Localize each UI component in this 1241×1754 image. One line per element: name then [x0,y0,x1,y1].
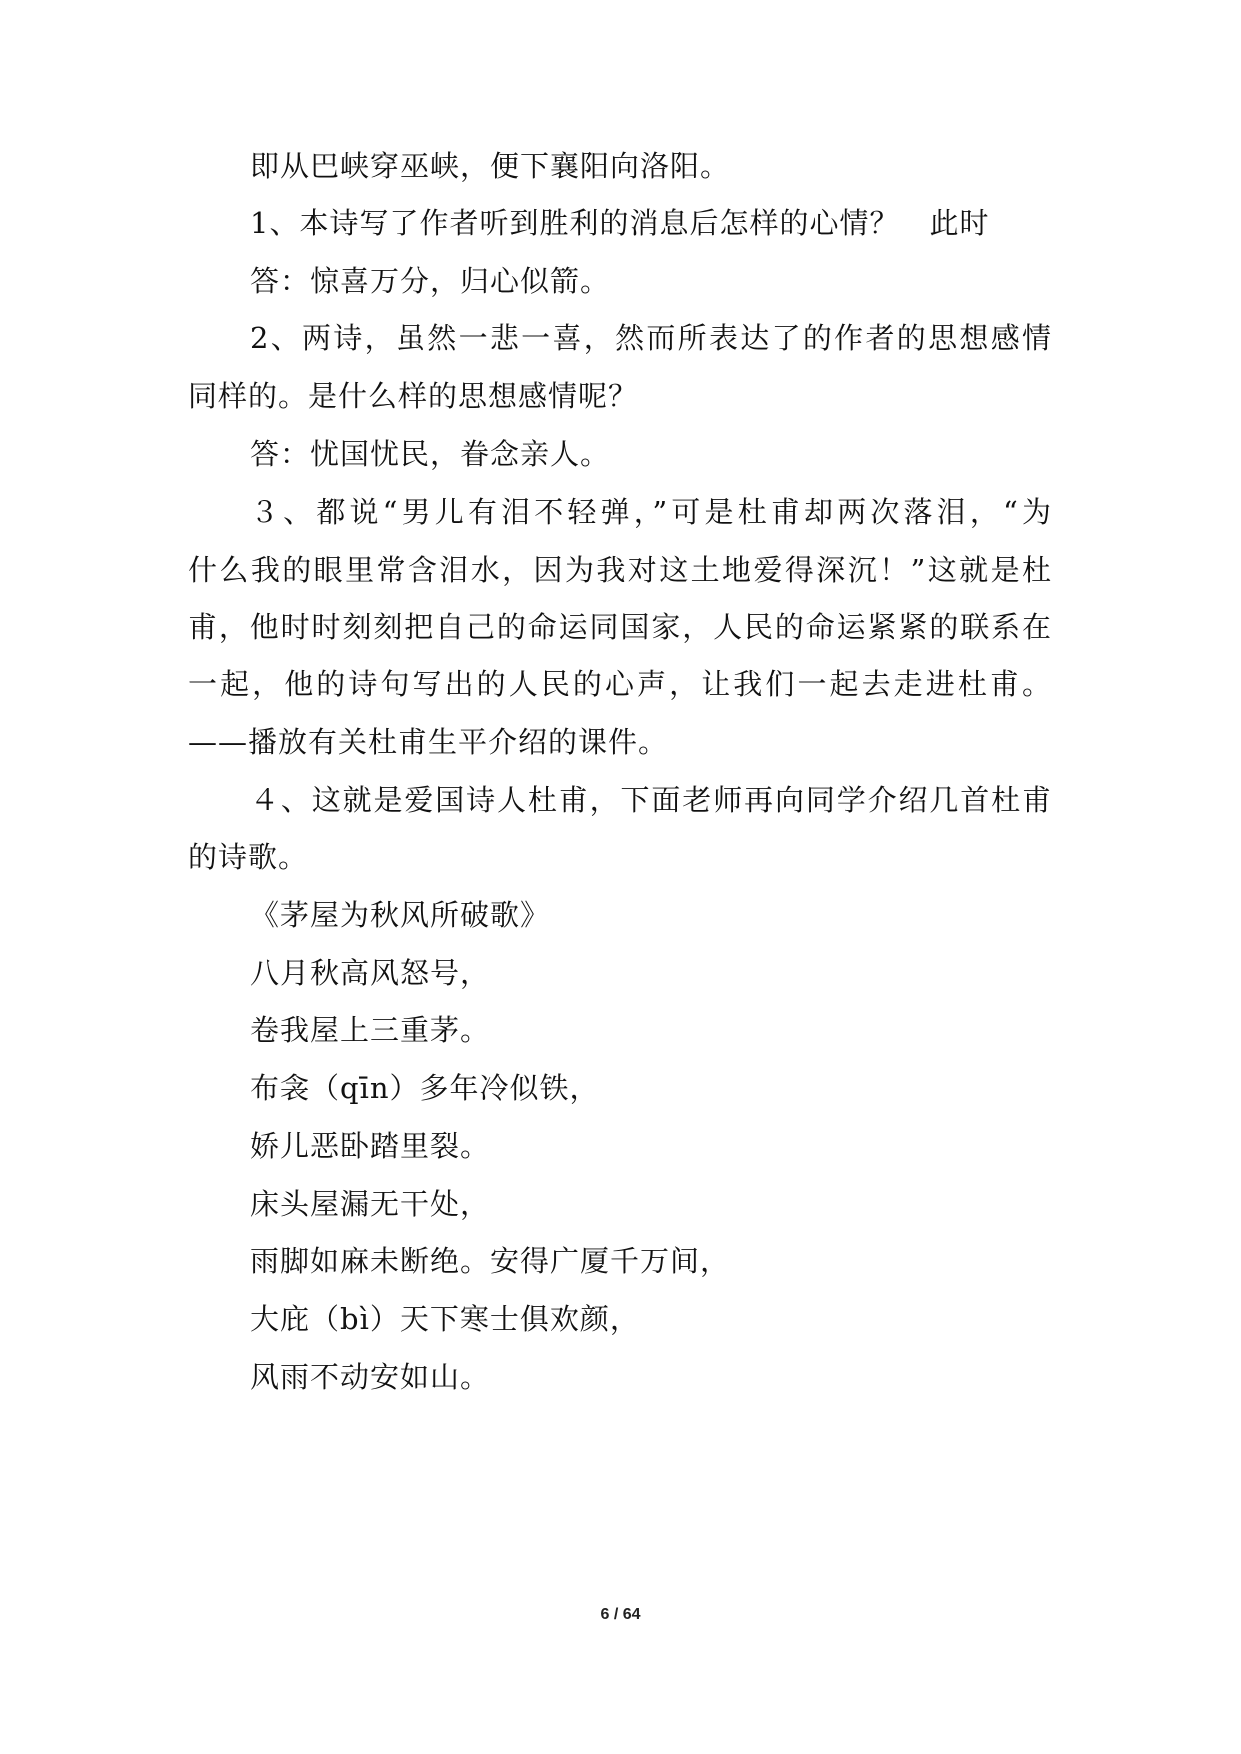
poem-line: 布衾（qīn）多年冷似铁， [250,1071,600,1105]
poem-line: 雨脚如麻未断绝。安得广厦千万间， [250,1244,731,1278]
text-line: 即从巴峡穿巫峡，便下襄阳向洛阳。 [250,149,731,183]
poem-line: 娇儿恶卧踏里裂。 [250,1129,491,1163]
answer-2: 答：忧国忧民，眷念亲人。 [250,437,611,471]
paragraph-3-line-1: ３、都说“男儿有泪不轻弹，”可是杜甫却两次落泪，“为 [250,495,1052,529]
paragraph-4-line-2: 的诗歌。 [188,840,309,874]
paragraph-3-line-4: 一起，他的诗句写出的人民的心声，让我们一起去走进杜甫。 [188,667,1052,701]
paragraph-3-line-3: 甫，他时时刻刻把自己的命运同国家，人民的命运紧紧的联系在 [188,610,1052,644]
answer-1: 答：惊喜万分，归心似箭。 [250,264,611,298]
poem-line: 风雨不动安如山。 [250,1360,491,1394]
question-2-line-2: 同样的。是什么样的思想感情呢？ [188,379,639,413]
question-2-line-1: 2、两诗，虽然一悲一喜，然而所表达了的作者的思想感情 [250,321,1052,355]
poem-title: 《茅屋为秋风所破歌》 [250,898,551,932]
page-number: 6 / 64 [600,1606,641,1623]
poem-line: 床头屋漏无干处， [250,1187,491,1221]
question-1: 1、本诗写了作者听到胜利的消息后怎样的心情？ 此时 [250,206,990,240]
poem-line: 八月秋高风怒号， [250,956,491,990]
poem-line: 卷我屋上三重茅。 [250,1013,491,1047]
paragraph-3-line-2: 什么我的眼里常含泪水，因为我对这土地爱得深沉！”这就是杜 [188,553,1052,587]
poem-line: 大庇（bì）天下寒士俱欢颜， [250,1302,640,1336]
paragraph-3-line-5: ——播放有关杜甫生平介绍的课件。 [188,725,669,759]
paragraph-4-line-1: ４、这就是爱国诗人杜甫，下面老师再向同学介绍几首杜甫 [250,783,1052,817]
